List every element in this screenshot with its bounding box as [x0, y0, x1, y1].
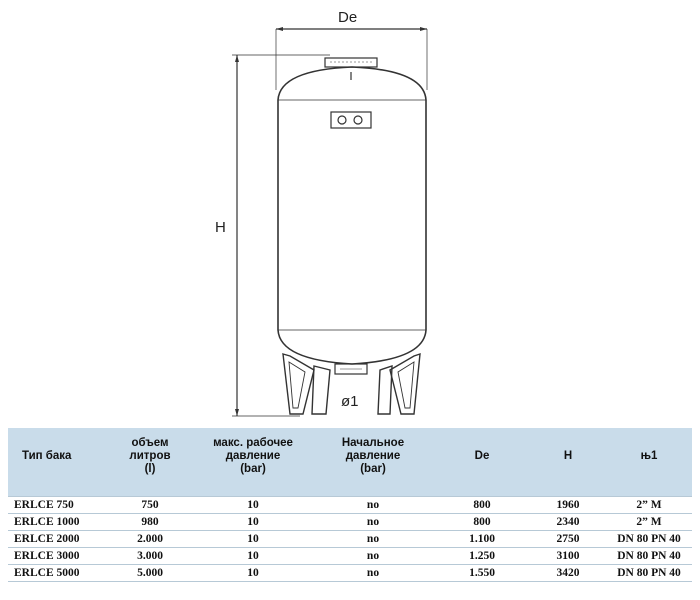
cell-initial-pressure: no [312, 565, 434, 582]
cell-max-pressure: 10 [194, 565, 312, 582]
cell-max-pressure: 10 [194, 497, 312, 514]
leg-center-right [378, 366, 392, 414]
header-initial-pressure: Начальное давление (bar) [312, 428, 434, 484]
cell-volume: 750 [106, 497, 194, 514]
cell-de: 1.550 [434, 565, 530, 582]
cell-de: 1.250 [434, 548, 530, 565]
cell-max-pressure: 10 [194, 548, 312, 565]
cell-h: 1960 [530, 497, 606, 514]
cell-max-pressure: 10 [194, 531, 312, 548]
header-connection: њ1 [606, 428, 692, 484]
cell-h: 2750 [530, 531, 606, 548]
cell-initial-pressure: no [312, 548, 434, 565]
gauge-plate [331, 112, 371, 128]
header-volume: объем литров (l) [106, 428, 194, 484]
cell-de: 800 [434, 514, 530, 531]
cell-connection: DN 80 PN 40 [606, 531, 692, 548]
cell-connection: DN 80 PN 40 [606, 548, 692, 565]
cell-de: 800 [434, 497, 530, 514]
table-row [8, 497, 692, 514]
cell-initial-pressure: no [312, 514, 434, 531]
table-row [8, 531, 692, 548]
leg-right [390, 354, 420, 414]
cell-connection: 2” M [606, 514, 692, 531]
table-row [8, 548, 692, 565]
cell-connection: DN 80 PN 40 [606, 565, 692, 582]
cell-volume: 980 [106, 514, 194, 531]
cell-model: ERLCE 5000 [8, 565, 106, 582]
cell-h: 3100 [530, 548, 606, 565]
cell-model: ERLCE 750 [8, 497, 106, 514]
cell-max-pressure: 10 [194, 514, 312, 531]
table-header-row [8, 428, 692, 484]
cell-volume: 2.000 [106, 531, 194, 548]
cell-h: 3420 [530, 565, 606, 582]
connection-label: ø1 [341, 393, 359, 410]
width-label: De [338, 9, 358, 26]
cell-h: 2340 [530, 514, 606, 531]
header-model: Тип бака [8, 428, 106, 484]
table-row [8, 514, 692, 531]
header-max-pressure: макс. рабочее давление (bar) [194, 428, 312, 484]
cell-model: ERLCE 1000 [8, 514, 106, 531]
cell-initial-pressure: no [312, 531, 434, 548]
top-flange [325, 58, 377, 67]
cell-connection: 2” M [606, 497, 692, 514]
cell-volume: 3.000 [106, 548, 194, 565]
cell-model: ERLCE 2000 [8, 531, 106, 548]
cell-volume: 5.000 [106, 565, 194, 582]
header-de: De [434, 428, 530, 484]
height-label: H [215, 219, 226, 236]
table-row [8, 565, 692, 582]
spec-table [8, 428, 692, 582]
leg-center-left [312, 366, 330, 414]
cell-initial-pressure: no [312, 497, 434, 514]
cell-de: 1.100 [434, 531, 530, 548]
cell-model: ERLCE 3000 [8, 548, 106, 565]
header-h: H [530, 428, 606, 484]
